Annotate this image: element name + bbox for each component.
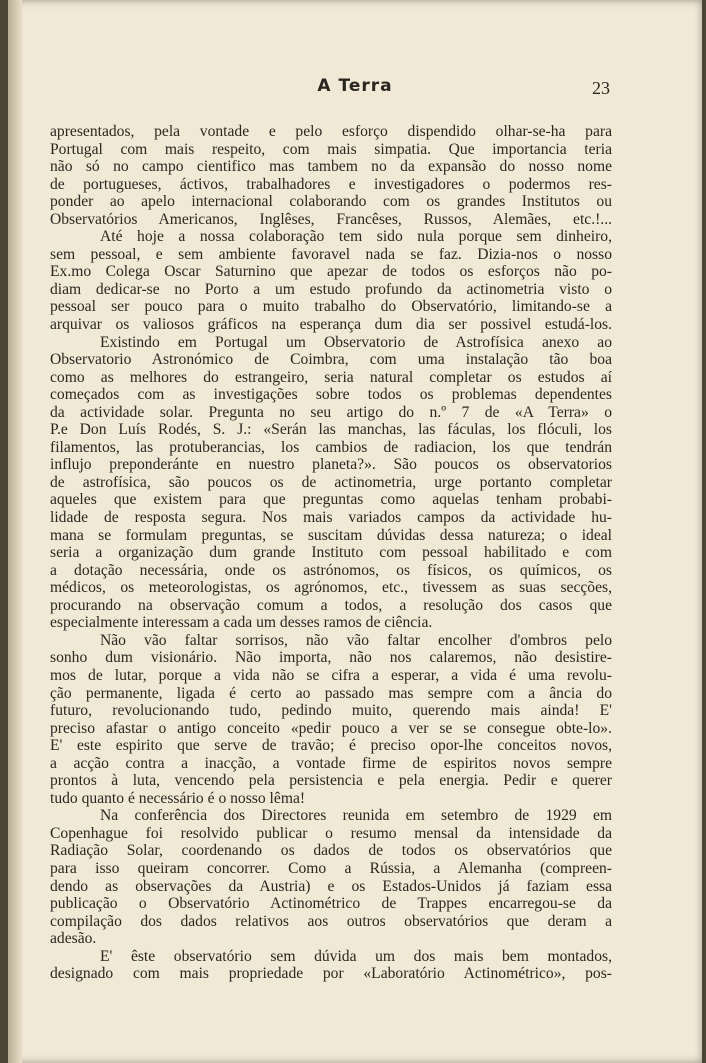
text-line: sonho dum visionário. Não importa, não nos calaremos, não desistire- (50, 649, 612, 667)
text-line: Portugal com mais respeito, com mais simpatia. Que importancia teria (50, 140, 612, 158)
text-line: Ex.mo Colega Oscar Saturnino que apezar de todos os esforços não po- (50, 263, 612, 281)
text-line: P.e Don Luís Rodés, S. J.: «Serán las manchas, las fáculas, los flóculi, los (50, 421, 612, 439)
text-line: da actividade solar. Pregunta no seu artigo do n.º 7 de «A Terra» o (50, 403, 612, 421)
book-page (8, 0, 702, 1063)
text-line: procurando na observação comum a todos, a resolução dos casos que (50, 596, 612, 614)
text-line: seria a organização dum grande Instituto com pessoal habilitado e com (50, 544, 612, 562)
text-line: a dotação necessária, onde os astrónomos, os físicos, os químicos, os (50, 561, 612, 579)
text-line: aqueles que existem para que preguntas como aquelas tenham probabi- (50, 491, 612, 509)
text-line: futuro, revolucionando tudo, pedindo muito, querendo mais ainda! E' (50, 702, 612, 720)
text-line: ponder ao apelo internacional colaborando com os grandes Institutos ou (50, 193, 612, 211)
text-line: Observatorio Astronómico de Coimbra, com uma instalação tão boa (50, 351, 612, 369)
text-line: de astrofísica, são poucos os de actinometria, urge portanto completar (50, 473, 612, 491)
text-line: começados com as investigações sobre todos os problemas dependentes (50, 386, 612, 404)
page-spine-shadow (8, 0, 22, 1063)
text-line: sem pessoal, e sem ambiente favoravel nada se faz. Dizia-nos o nosso (50, 245, 612, 263)
text-line: lidade de resposta segura. Nos mais variados campos da actividade hu- (50, 509, 612, 527)
text-line: prontos à luta, vencendo pela persistencia e pela energia. Pedir e querer (50, 772, 612, 790)
text-line: não só no campo cientifico mas tambem no da expansão do nosso nome (50, 158, 612, 176)
text-line: tudo quanto é necessário é o nosso lêma! (50, 789, 306, 807)
text-line: Radiação Solar, coordenando os dados de todos os observatórios que (50, 842, 612, 860)
text-line: para isso queiram concorrer. Como a Rússia, a Alemanha (compreen- (50, 859, 612, 877)
page-number: 23 (592, 78, 610, 98)
page-header (8, 76, 702, 102)
text-line: Observatórios Americanos, Inglêses, Francêses, Russos, Alemães, etc.!... (50, 210, 612, 228)
text-line: compilação dos dados relativos aos outros observatórios que deram a (50, 912, 612, 930)
text-line: filamentos, las protuberancias, los cambios de radiacion, los que tendrán (50, 438, 612, 456)
text-line: preciso afastar o antigo conceito «pedir pouco a ver se se consegue obte-lo». (50, 719, 612, 737)
text-line: dendo as observações da Austria) e os Estados-Unidos já faziam essa (50, 877, 612, 895)
text-line: Não vão faltar sorrisos, não vão faltar encolher d'ombros pelo (100, 631, 612, 649)
text-line: pessoal ser pouco para o muito trabalho do Observatório, limitando-se a (50, 298, 612, 316)
text-line: E' este espirito que serve de travão; é preciso opor-lhe conceitos novos, (50, 737, 612, 755)
text-line: ção permanente, ligada é certo ao passado mas sempre com a ância do (50, 684, 612, 702)
text-line: designado com mais propriedade por «Laboratório Actinométrico», pos- (50, 965, 612, 983)
text-line: a acção contra a inacção, a vontade firme de espiritos novos sempre (50, 754, 612, 772)
text-line: publicação o Observatório Actinométrico de Trappes encarregou-se da (50, 895, 612, 913)
text-line: mos de lutar, porque a vida não se cifra a esperar, a vida é uma revolu- (50, 666, 612, 684)
text-line: especialmente interessam a cada um desses ramos de ciência. (50, 614, 433, 632)
running-title: A Terra (317, 76, 393, 96)
body-text (50, 123, 612, 983)
text-line: de portugueses, áctivos, trabalhadores e investigadores o podermos res- (50, 175, 612, 193)
text-line: como as melhores do estrangeiro, seria natural completar os estudos aí (50, 368, 612, 386)
text-line: apresentados, pela vontade e pelo esforço dispendido olhar-se-ha para (50, 123, 612, 140)
text-line: médicos, os meteorologistas, os agrónomos, etc., tivessem as suas secções, (50, 579, 612, 597)
text-line: mana se formulam preguntas, se suscitam dúvidas dessa natureza; o ideal (50, 526, 612, 544)
text-line: E' êste observatório sem dúvida um dos mais bem montados, (100, 947, 612, 965)
text-line: diam dedicar-se no Porto a um estudo profundo da actinometria visto o (50, 280, 612, 298)
text-line: arquivar os valiosos gráficos na esperança dum dia ser possivel estudá-los. (50, 316, 612, 334)
text-line: Existindo em Portugal um Observatorio de Astrofísica anexo ao (100, 333, 612, 351)
text-line: adesão. (50, 930, 97, 948)
text-line: influjo preponderánte en nuestro planeta?». São poucos os observatorios (50, 456, 612, 474)
text-line: Até hoje a nossa colaboração tem sido nula porque sem dinheiro, (100, 228, 612, 246)
text-line: Copenhague foi resolvido publicar o resumo mensal da intensidade da (50, 824, 612, 842)
text-line: Na conferência dos Directores reunida em setembro de 1929 em (100, 807, 612, 825)
